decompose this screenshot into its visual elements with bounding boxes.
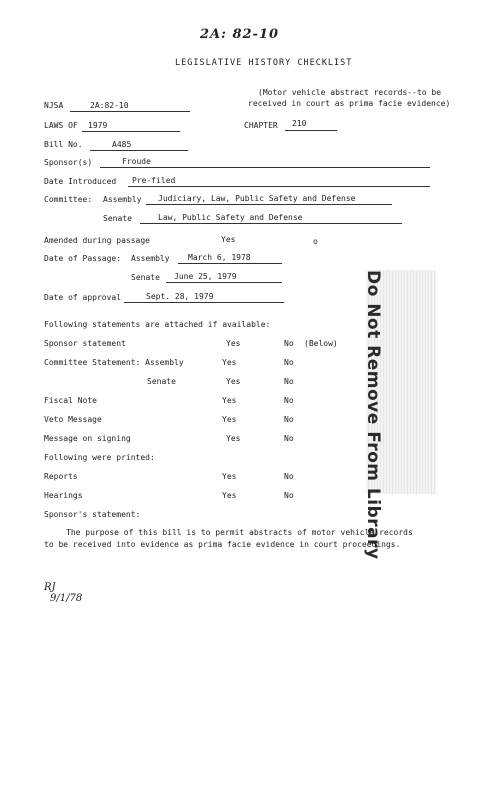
committee-assembly-value: Judiciary, Law, Public Safety and Defense (158, 194, 356, 203)
statement-row-extra: (Below) (304, 339, 338, 348)
amended-label: Amended during passage (44, 236, 150, 245)
amended-no: o (313, 237, 318, 246)
statement-row-no: No (284, 415, 294, 424)
statement-row-label: Message on signing (44, 434, 131, 443)
statement-row-no: No (284, 377, 294, 386)
footer-initials: RJ (44, 582, 56, 593)
printed-row-no: No (284, 491, 294, 500)
passage-senate-underline (166, 282, 282, 283)
statement-row-no: No (284, 358, 294, 367)
committee-senate-underline (140, 223, 402, 224)
bill-underline (90, 150, 188, 151)
chapter-underline (285, 130, 337, 131)
passage-label: Date of Passage: (44, 254, 122, 263)
statement-row-no: No (284, 396, 294, 405)
printed-row-yes: Yes (222, 472, 237, 481)
statement-row-yes: Yes (222, 415, 237, 424)
committee-senate-value: Law, Public Safety and Defense (158, 213, 303, 222)
statement-row-yes: Yes (226, 434, 241, 443)
printed-intro: Following were printed: (44, 453, 155, 462)
passage-assembly-underline (178, 263, 282, 264)
committee-assembly-underline (146, 204, 392, 205)
library-stamp: Do Not Remove From Library (363, 270, 383, 560)
laws-value: 1979 (88, 121, 108, 130)
subject-note-line1: (Motor vehicle abstract records--to be (258, 88, 442, 97)
njsa-label: NJSA (44, 101, 64, 110)
sponsor-statement-line1: The purpose of this bill is to permit abstracts of motor vehicle records (66, 528, 413, 537)
committee-label: Committee: (44, 195, 93, 204)
bill-value: A485 (112, 140, 132, 149)
date-introduced-value: Pre-filed (132, 176, 176, 185)
committee-assembly-label: Assembly (103, 195, 142, 204)
chapter-label: CHAPTER (244, 121, 278, 130)
approval-label: Date of approval (44, 293, 122, 302)
passage-senate-value: June 25, 1979 (174, 272, 237, 281)
sponsor-statement-label: Sponsor's statement: (44, 510, 141, 519)
chapter-value: 210 (292, 119, 307, 128)
statement-row-label: Committee Statement: Assembly (44, 358, 184, 367)
date-introduced-underline (128, 186, 430, 187)
statement-row-yes: Yes (222, 358, 237, 367)
statement-row-no: No (284, 339, 294, 348)
statement-row-label: Veto Message (44, 415, 102, 424)
sponsor-value: Froude (122, 157, 151, 166)
printed-row-yes: Yes (222, 491, 237, 500)
statement-row-label: Sponsor statement (44, 339, 126, 348)
printed-row-label: Reports (44, 472, 78, 481)
passage-assembly-label: Assembly (131, 254, 170, 263)
statement-row-yes: Yes (226, 377, 241, 386)
statement-row-label: Senate (147, 377, 176, 386)
page-title: LEGISLATIVE HISTORY CHECKLIST (175, 58, 353, 68)
njsa-value: 2A:82-10 (90, 101, 129, 110)
bill-label: Bill No. (44, 140, 83, 149)
amended-mark: Yes (221, 235, 236, 244)
laws-underline (82, 131, 180, 132)
approval-value: Sept. 28, 1979 (146, 292, 214, 301)
date-introduced-label: Date Introduced (44, 177, 117, 186)
passage-senate-label: Senate (131, 273, 160, 282)
printed-row-label: Hearings (44, 491, 83, 500)
njsa-underline (70, 111, 190, 112)
committee-senate-label: Senate (103, 214, 132, 223)
sponsor-statement-line2: to be received into evidence as prima facie evidence in court proceedings. (44, 540, 401, 549)
statement-row-yes: Yes (226, 339, 241, 348)
printed-row-no: No (284, 472, 294, 481)
statement-row-label: Fiscal Note (44, 396, 97, 405)
statements-intro: Following statements are attached if available: (44, 320, 271, 329)
sponsor-label: Sponsor(s) (44, 158, 93, 167)
subject-note-line2: received in court as prima facie evidence) (248, 99, 451, 108)
sponsor-underline (100, 167, 430, 168)
laws-label: LAWS OF (44, 121, 78, 130)
handwritten-number: 2A: 82-10 (200, 27, 280, 42)
statement-row-yes: Yes (222, 396, 237, 405)
passage-assembly-value: March 6, 1978 (188, 253, 251, 262)
approval-underline (124, 302, 284, 303)
footer-date: 9/1/78 (50, 593, 83, 604)
statement-row-no: No (284, 434, 294, 443)
